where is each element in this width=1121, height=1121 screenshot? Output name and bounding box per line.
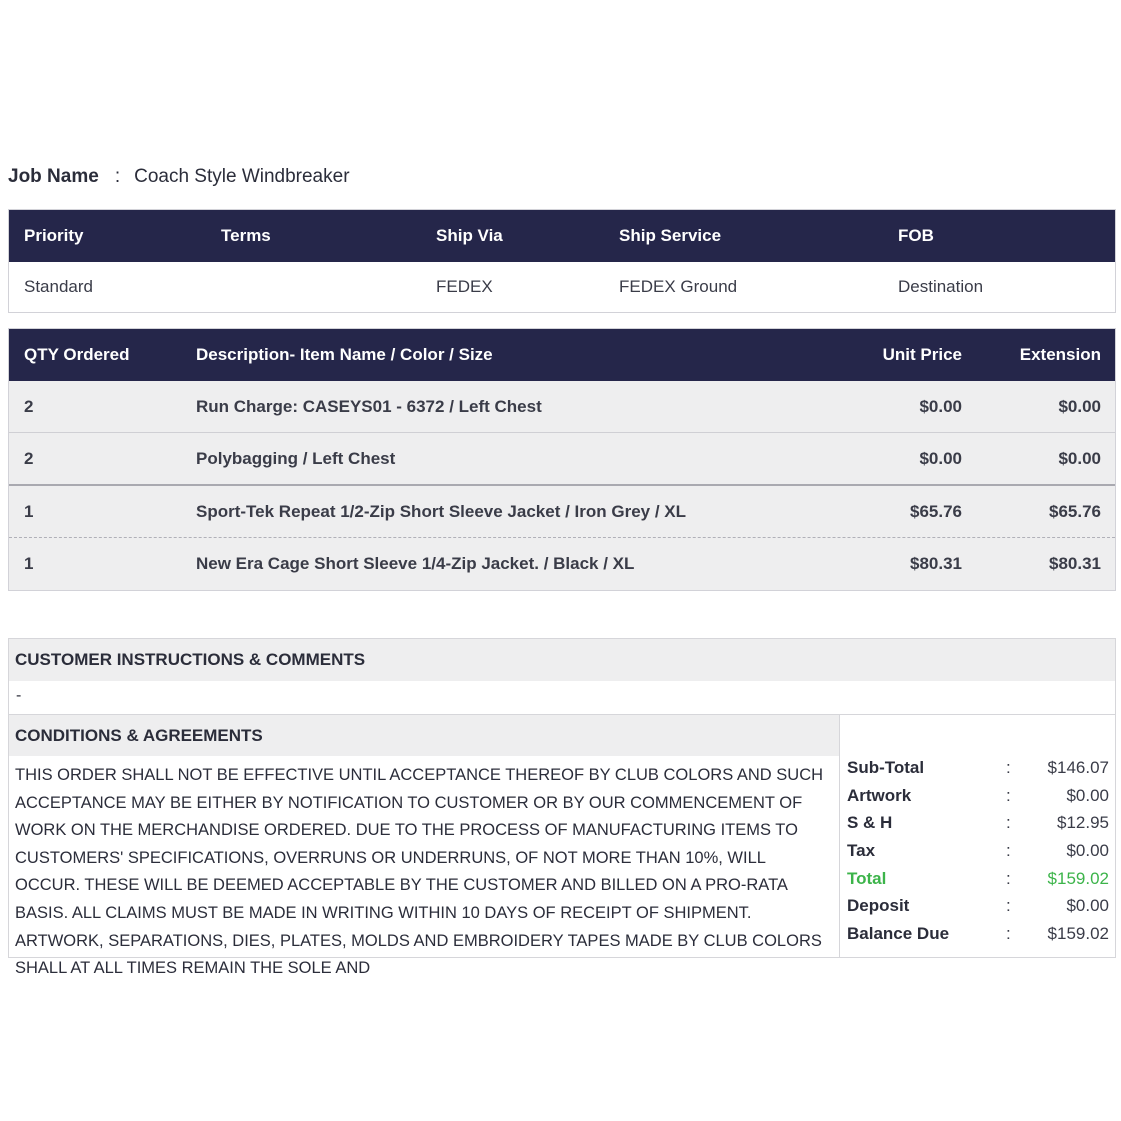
total-row-total	[840, 869, 1115, 896]
total-colon: :	[1006, 786, 1011, 805]
total-label: S & H	[847, 813, 893, 832]
shipping-header-row	[9, 210, 1115, 262]
total-colon: :	[1006, 869, 1011, 888]
item-extension: $65.76	[1049, 501, 1101, 521]
item-unit-price: $0.00	[919, 448, 962, 468]
conditions-section	[9, 715, 839, 978]
total-value: $159.02	[1047, 924, 1109, 943]
total-row-shipping	[840, 813, 1115, 840]
item-description: Run Charge: CASEYS01 - 6372 / Left Chest	[196, 396, 542, 416]
item-description: Sport-Tek Repeat 1/2-Zip Short Sleeve Jacket / Iron Grey / XL	[196, 501, 687, 521]
shipping-table	[8, 209, 1116, 313]
header-ship-via: Ship Via	[436, 226, 503, 245]
job-name-colon: :	[114, 166, 121, 187]
instructions-and-totals-panel	[8, 638, 1116, 978]
item-extension: $0.00	[1058, 448, 1101, 468]
total-row-subtotal	[840, 758, 1115, 785]
item-unit-price: $65.76	[910, 501, 962, 521]
value-priority: Standard	[24, 277, 93, 296]
item-unit-price: $80.31	[910, 554, 962, 573]
total-value: $159.02	[1047, 869, 1109, 888]
total-value: $0.00	[1066, 841, 1109, 860]
header-extension: Extension	[1019, 345, 1101, 364]
value-fob: Destination	[898, 277, 984, 296]
job-name-value: Coach Style Windbreaker	[134, 166, 350, 187]
items-table	[8, 328, 1116, 591]
total-label: Sub-Total	[847, 758, 925, 777]
total-label: Total	[847, 869, 887, 888]
total-colon: :	[1006, 896, 1011, 915]
total-row-deposit	[840, 896, 1115, 923]
item-extension: $0.00	[1058, 396, 1101, 416]
value-ship-service: FEDEX Ground	[619, 277, 738, 296]
total-colon: :	[1006, 813, 1011, 832]
total-label: Balance Due	[847, 924, 950, 943]
total-value: $0.00	[1066, 786, 1109, 805]
item-qty: 2	[24, 396, 34, 416]
total-value: $146.07	[1047, 758, 1109, 777]
item-qty: 1	[24, 501, 34, 521]
total-colon: :	[1006, 841, 1011, 860]
item-description: New Era Cage Short Sleeve 1/4-Zip Jacket. / Black / XL	[196, 554, 635, 573]
table-row	[9, 537, 1115, 590]
header-priority: Priority	[24, 226, 84, 245]
header-description: Description- Item Name / Color / Size	[196, 345, 493, 364]
total-colon: :	[1006, 758, 1011, 777]
item-qty: 2	[24, 448, 34, 468]
conditions-title: CONDITIONS & AGREEMENTS	[15, 725, 263, 745]
instructions-title: CUSTOMER INSTRUCTIONS & COMMENTS	[15, 650, 366, 669]
shipping-value-row	[9, 262, 1115, 312]
total-label: Tax	[847, 841, 876, 860]
total-label: Deposit	[847, 896, 910, 915]
total-value: $12.95	[1057, 813, 1109, 832]
job-name-line	[8, 166, 350, 188]
conditions-text: THIS ORDER SHALL NOT BE EFFECTIVE UNTIL ACCEPTANCE THEREOF BY CLUB COLORS AND SUCH ACCEPTANCE MAY BE EITHER BY NOTIFICATION TO CUSTOMER OR BY OUR COMMENCEMENT OF WORK ON THE MERCHANDISE ORDERED. DUE TO THE PROCESS OF MANUFACTURING ITEMS TO CUSTOMERS' SPECIFICATIONS, OVERRUNS OR UNDERRUNS, OF NOT MORE THAN 10%, WILL OCCUR. THESE WILL BE DEEMED ACCEPTABLE BY THE CUSTOMER AND BILLED ON A PRO-RATA BASIS. ALL CLAIMS MUST BE MADE IN WRITING WITHIN 10 DAYS OF RECEIPT OF SHIPMENT. ARTWORK, SEPARATIONS, DIES, PLATES, MOLDS AND EMBROIDERY TAPES MADE BY CLUB COLORS SHALL AT ALL TIMES REMAIN THE SOLE AND	[15, 766, 824, 978]
header-ship-service: Ship Service	[619, 226, 722, 245]
job-name-label: Job Name	[8, 166, 99, 187]
item-description: Polybagging / Left Chest	[196, 448, 396, 468]
header-unit-price: Unit Price	[882, 345, 962, 364]
total-row-artwork	[840, 786, 1115, 813]
table-row	[9, 432, 1115, 484]
item-unit-price: $0.00	[919, 396, 962, 416]
total-row-tax	[840, 841, 1115, 868]
header-terms: Terms	[221, 226, 271, 245]
instructions-text: -	[16, 687, 22, 704]
total-value: $0.00	[1066, 896, 1109, 915]
header-qty: QTY Ordered	[24, 345, 130, 364]
item-qty: 1	[24, 554, 34, 573]
instructions-body	[9, 681, 1115, 715]
item-extension: $80.31	[1049, 554, 1101, 573]
value-ship-via: FEDEX	[436, 277, 493, 296]
items-header-row	[9, 329, 1115, 381]
instructions-header	[9, 639, 1115, 681]
table-row	[9, 381, 1115, 432]
totals-section	[839, 715, 1115, 957]
total-colon: :	[1006, 924, 1011, 943]
table-row	[9, 484, 1115, 537]
conditions-header	[9, 715, 839, 756]
header-fob: FOB	[898, 226, 934, 245]
total-label: Artwork	[847, 786, 912, 805]
total-row-balance-due	[840, 924, 1115, 951]
